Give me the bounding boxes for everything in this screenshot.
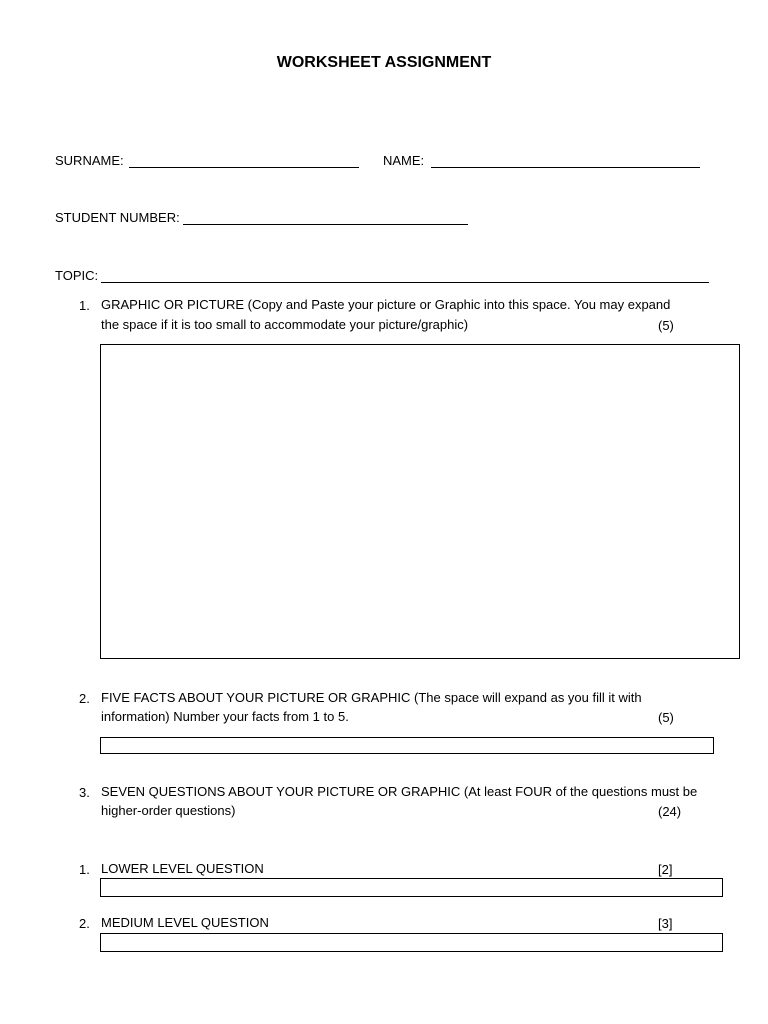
section-1-number: 1. <box>79 298 90 313</box>
section-1-points: (5) <box>658 318 674 333</box>
section-3-number: 3. <box>79 785 90 800</box>
surname-field[interactable] <box>129 167 359 168</box>
question-2-label: MEDIUM LEVEL QUESTION <box>101 915 269 930</box>
section-3-line-1: SEVEN QUESTIONS ABOUT YOUR PICTURE OR GRAPHIC (At least FOUR of the questions must be <box>101 784 698 799</box>
question-1-label: LOWER LEVEL QUESTION <box>101 861 264 876</box>
section-2-number: 2. <box>79 691 90 706</box>
section-2-line-1: FIVE FACTS ABOUT YOUR PICTURE OR GRAPHIC (The space will expand as you fill it with <box>101 690 642 705</box>
surname-label: SURNAME: <box>55 153 124 168</box>
section-2-points: (5) <box>658 710 674 725</box>
section-3-points: (24) <box>658 804 682 819</box>
question-1-answer-box[interactable] <box>100 878 723 897</box>
picture-box[interactable] <box>100 344 740 659</box>
question-2-marks: [3] <box>658 916 673 931</box>
section-3-line-2: higher-order questions) <box>101 803 236 818</box>
section-2-line-2: information) Number your facts from 1 to 5. <box>101 709 349 724</box>
topic-field[interactable] <box>101 282 709 283</box>
question-1-number: 1. <box>79 862 90 877</box>
question-1-marks: [2] <box>658 862 673 877</box>
question-2-answer-box[interactable] <box>100 933 723 952</box>
student-number-label: STUDENT NUMBER: <box>55 210 180 225</box>
name-field[interactable] <box>431 167 700 168</box>
section-1-line-1: GRAPHIC OR PICTURE (Copy and Paste your picture or Graphic into this space. You may expand <box>101 297 671 312</box>
student-number-field[interactable] <box>183 224 468 225</box>
worksheet-title: WORKSHEET ASSIGNMENT <box>276 54 492 71</box>
section-1-line-2: the space if it is too small to accommodate your picture/graphic) <box>101 317 469 332</box>
facts-box[interactable] <box>100 737 714 754</box>
topic-label: TOPIC: <box>55 268 99 283</box>
name-label: NAME: <box>383 153 425 168</box>
question-2-number: 2. <box>79 916 90 931</box>
